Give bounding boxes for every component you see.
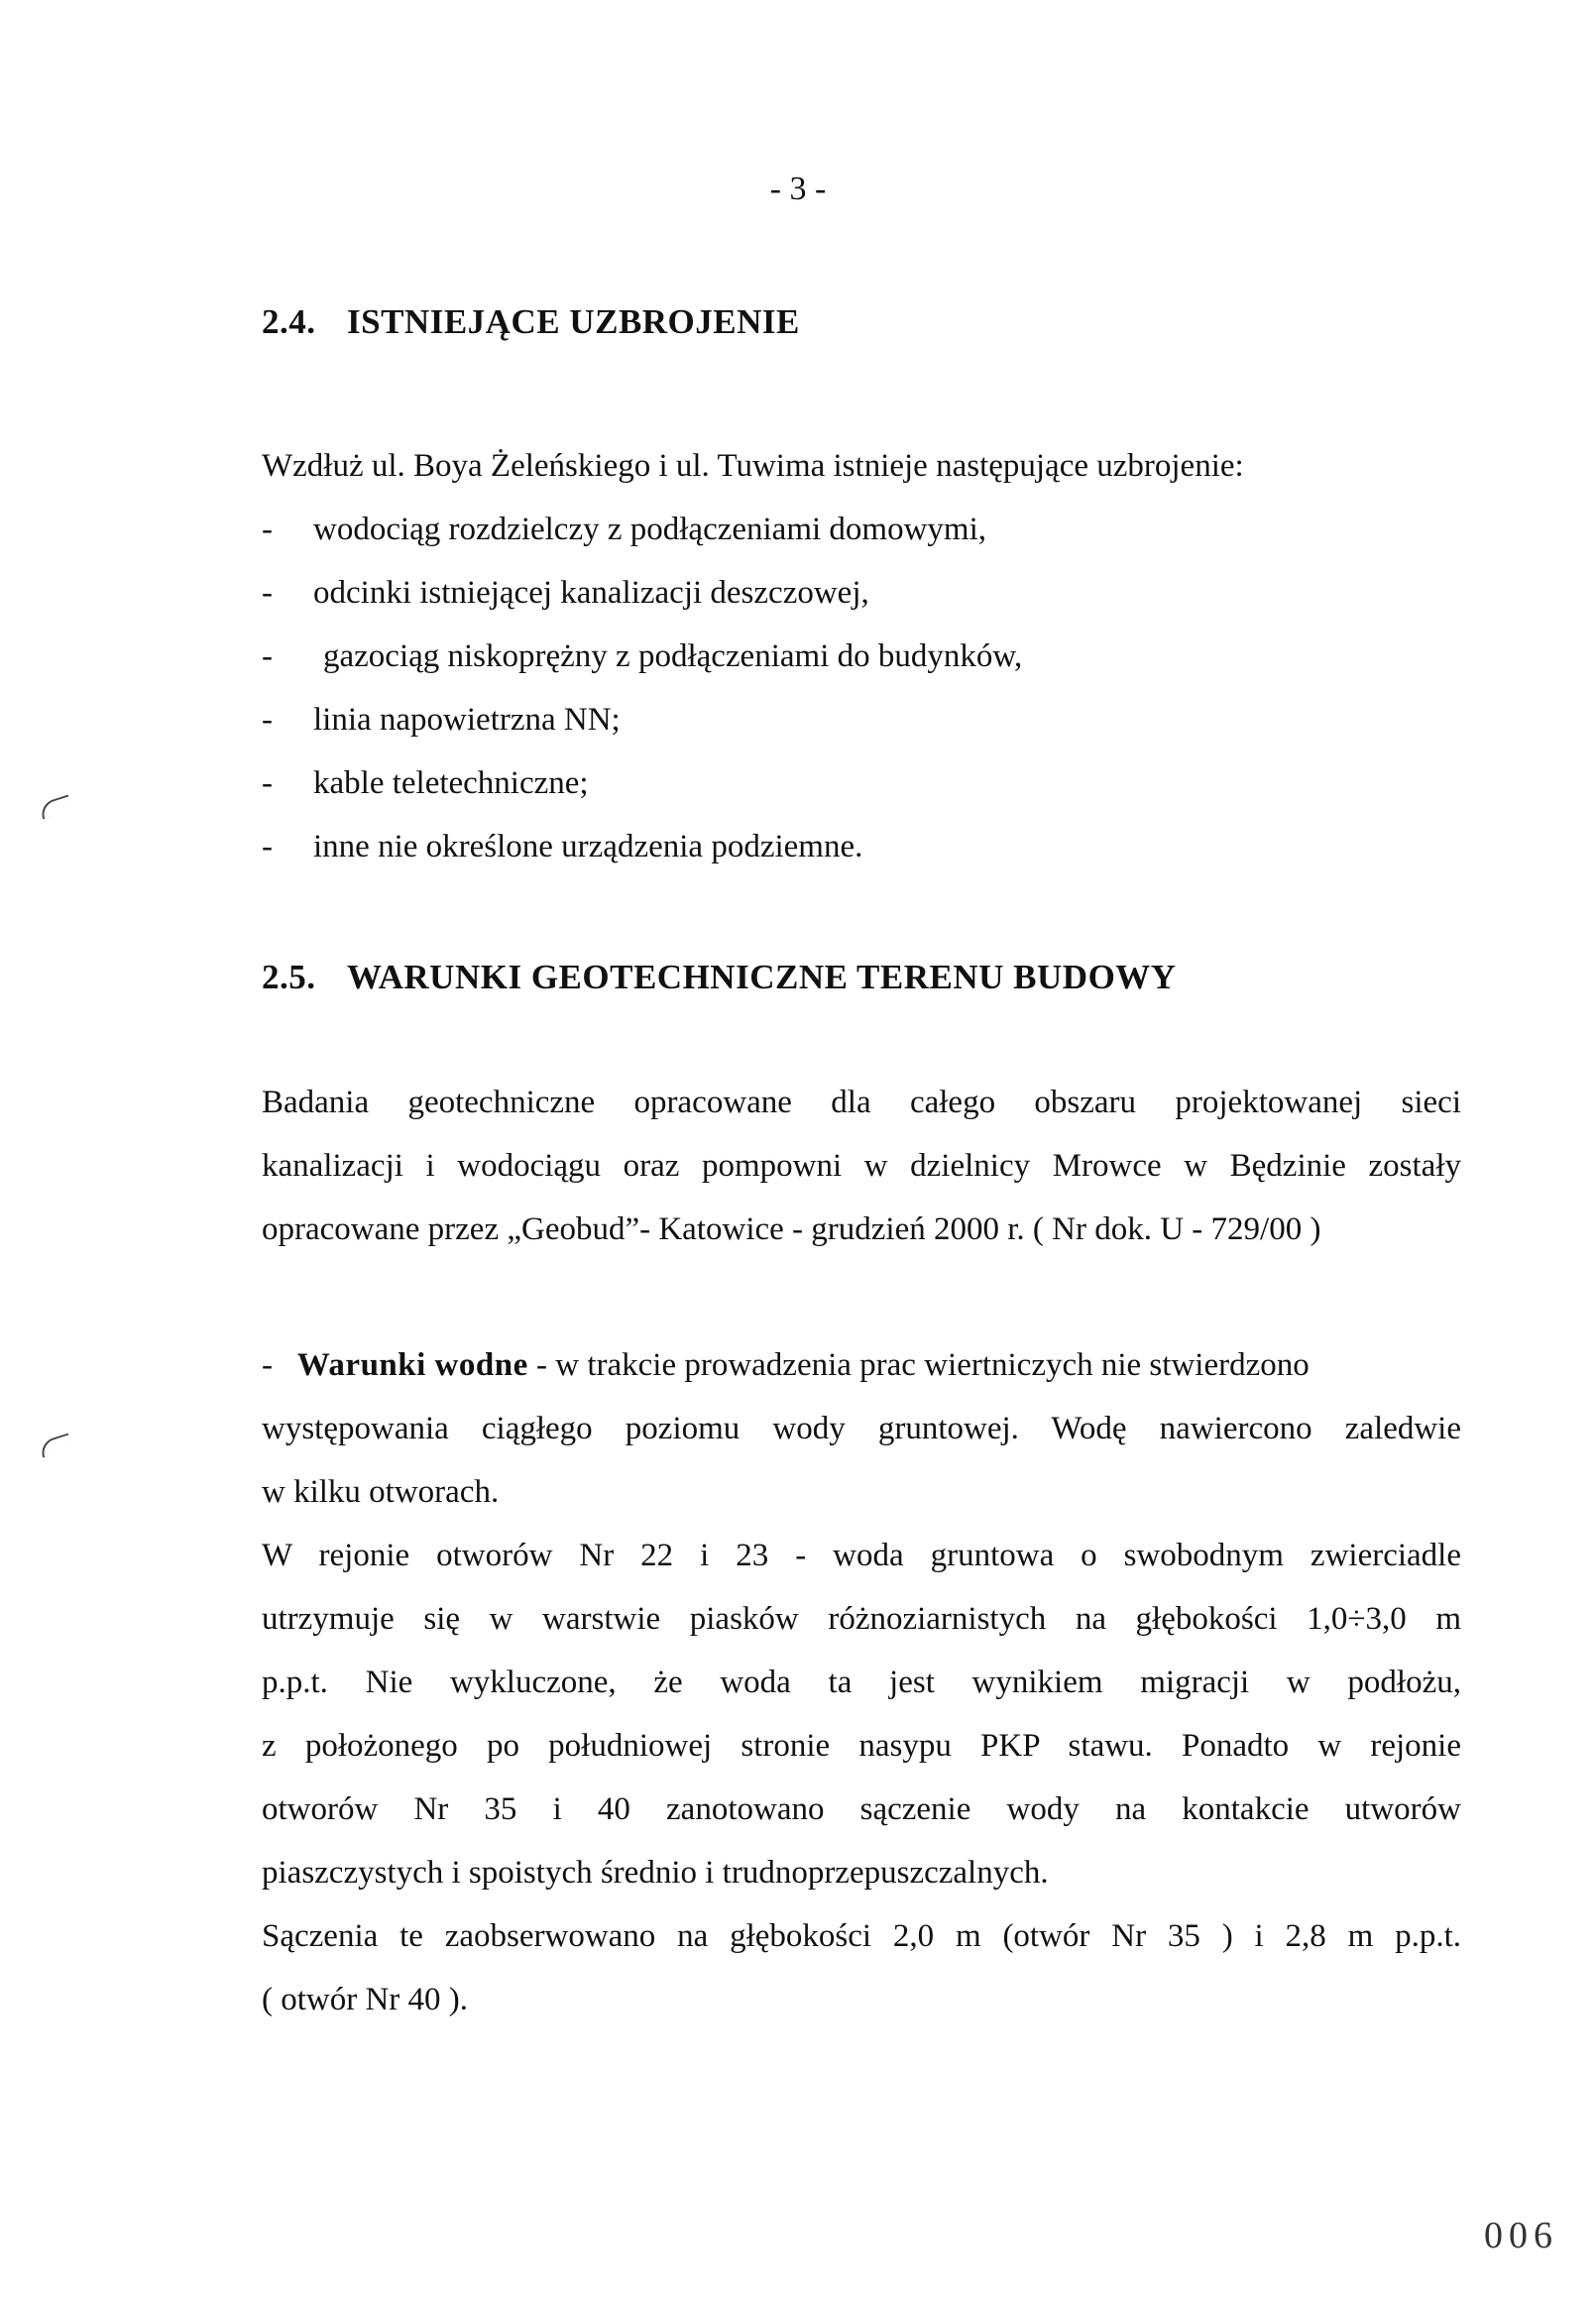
- paragraph-line: piaszczystych i spoistych średnio i trudnoprzepuszczalnych.: [262, 1855, 1049, 1891]
- list-item-text: gazociąg niskoprężny z podłączeniami do budynków,: [323, 638, 1023, 674]
- paragraph-line: utrzymuje się w warstwie piasków różnoziarnistych na głębokości 1,0÷3,0 m: [262, 1601, 1461, 1637]
- section-2-5-heading: [262, 958, 1177, 997]
- paragraph-line: p.p.t. Nie wykluczone, że woda ta jest wynikiem migracji w podłożu,: [262, 1665, 1461, 1700]
- dash-marker: -: [262, 829, 273, 864]
- list-item: [262, 688, 1022, 751]
- dash-marker: -: [262, 512, 273, 547]
- list-item: [262, 751, 1022, 815]
- paragraph-line: W rejonie otworów Nr 22 i 23 - woda gruntowa o swobodnym zwierciadle: [262, 1538, 1461, 1573]
- list-item: [262, 815, 1022, 878]
- water-conditions-label: Warunki wodne: [296, 1347, 528, 1383]
- list-item-text: wodociąg rozdzielczy z podłączeniami domowymi,: [313, 512, 986, 547]
- paragraph-line: ( otwór Nr 40 ).: [262, 1982, 469, 2017]
- section-2-4-title: ISTNIEJĄCE UZBROJENIE: [347, 302, 800, 341]
- list-item: [262, 498, 1022, 561]
- section-2-5-number: 2.5.: [262, 958, 316, 996]
- section-2-4-number: 2.4.: [262, 302, 316, 341]
- paragraph-line: opracowane przez „Geobud”- Katowice - grudzień 2000 r. ( Nr dok. U - 729/00 ): [262, 1211, 1321, 1247]
- intro-line: Wzdłuż ul. Boya Żeleńskiego i ul. Tuwima istnieje następujące uzbrojenie:: [262, 448, 1244, 484]
- paragraph-line: - w trakcie prowadzenia prac wiertniczych nie stwierdzono: [536, 1347, 1310, 1383]
- margin-pencil-mark: [38, 794, 72, 819]
- dash-marker: -: [262, 1347, 297, 1383]
- dash-marker: -: [262, 575, 273, 611]
- boreholes-paragraph: [262, 1524, 1461, 1904]
- paragraph-line: z położonego po południowej stronie nasypu PKP stawu. Ponadto w rejonie: [262, 1728, 1461, 1764]
- list-item: [262, 561, 1022, 625]
- list-item-text: odcinki istniejącej kanalizacji deszczowej,: [313, 575, 869, 611]
- utilities-list: [262, 498, 1022, 878]
- page-code: 006: [1484, 2215, 1558, 2256]
- water-conditions-paragraph: [262, 1333, 1461, 1524]
- dash-marker: -: [262, 638, 273, 674]
- page-number: - 3 -: [769, 171, 827, 207]
- list-item-text: kable teletechniczne;: [313, 765, 589, 801]
- dash-marker: -: [262, 765, 273, 801]
- section-2-5-title: WARUNKI GEOTECHNICZNE TERENU BUDOWY: [347, 958, 1177, 996]
- paragraph-line: występowania ciągłego poziomu wody gruntowej. Wodę nawiercono zaledwie: [262, 1411, 1461, 1446]
- list-item: [262, 625, 1022, 688]
- paragraph-line: w kilku otworach.: [262, 1474, 500, 1510]
- paragraph-line: otworów Nr 35 i 40 zanotowano sączenie wody na kontakcie utworów: [262, 1791, 1461, 1827]
- paragraph-line: Sączenia te zaobserwowano na głębokości 2,0 m (otwór Nr 35 ) i 2,8 m p.p.t.: [262, 1918, 1461, 1954]
- geotechnical-studies-paragraph: [262, 1071, 1461, 1261]
- margin-pencil-mark: [38, 1433, 72, 1457]
- dash-marker: -: [262, 702, 273, 738]
- section-2-4-heading: [262, 302, 800, 342]
- paragraph-line: Badania geotechniczne opracowane dla całego obszaru projektowanej sieci: [262, 1085, 1461, 1120]
- section-2-4-intro: [262, 434, 1461, 498]
- paragraph-line: kanalizacji i wodociągu oraz pompowni w dzielnicy Mrowce w Będzinie zostały: [262, 1148, 1461, 1184]
- list-item-text: linia napowietrzna NN;: [313, 702, 621, 738]
- list-item-text: inne nie określone urządzenia podziemne.: [313, 829, 863, 864]
- water-conditions-first-line: [262, 1333, 1461, 1397]
- seepage-paragraph: [262, 1904, 1461, 2031]
